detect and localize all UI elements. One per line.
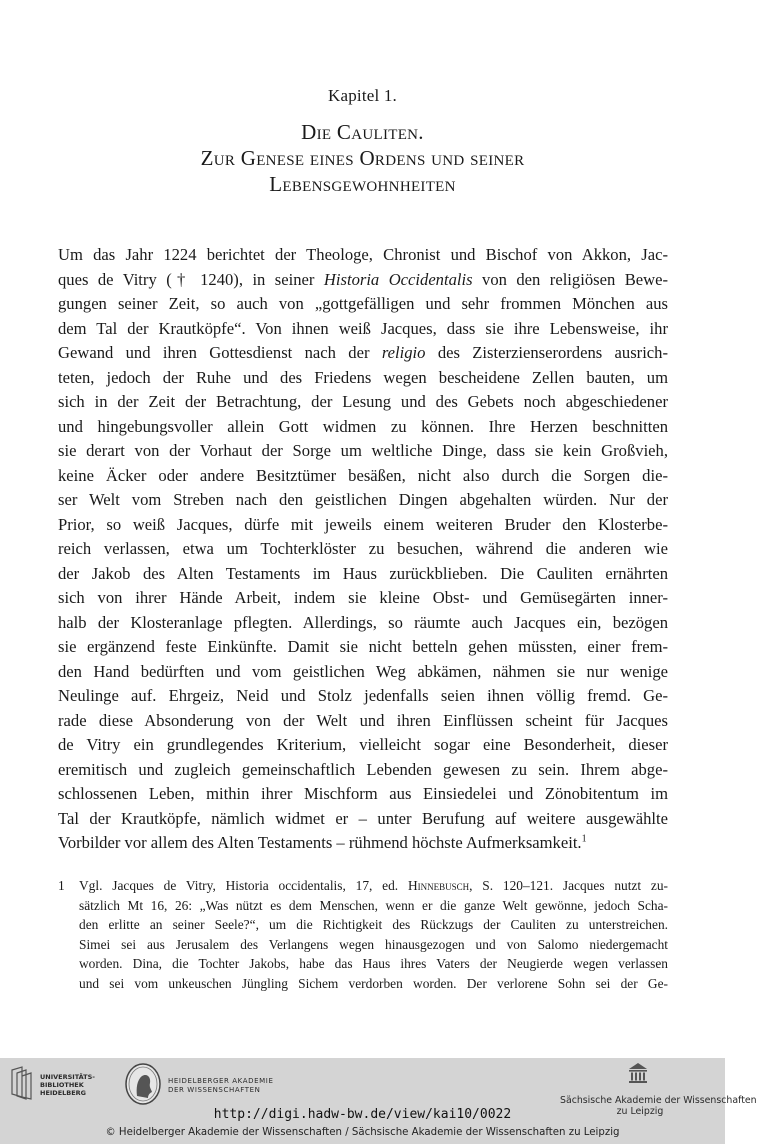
footnote-line: Simei sei aus Jerusalem des Verlangens wegen hinausgezogen und von Salomo niedergemacht: [79, 936, 668, 952]
body-line: schlossenen Leben, mithin ihrer Mischform aus Einsiedelei und Zönobitentum im: [58, 784, 668, 803]
editor-name: Hinnebusch: [407, 878, 470, 893]
body-line: dem Tal der Krautköpfe“. Von ihnen weiß Jacques, dass sie ihre Lebensweise, ihr: [58, 318, 668, 338]
body-line: Um das Jahr 1224 berichtet der Theologe, Chronist und Bischof von Akkon, Jac-: [58, 245, 668, 264]
library-icon: [8, 1066, 36, 1100]
body-line: Neulinge auf. Ehrgeiz, Neid und Stolz jedenfalls seien ihnen völlig fremd. Ge-: [58, 686, 668, 705]
body-line: rade diese Absonderung von der Welt und ihren Einflüssen scheint für Jacques: [58, 710, 668, 730]
footnote-line: und sei vom unkeuschen Jüngling Sichem verdorben worden. Der verlorene Sohn sei der Ge-: [79, 975, 668, 991]
body-line: de Vitry ein grundlegendes Kriterium, vielleicht sogar eine Besonderheit, dieser: [58, 735, 668, 754]
hadw-label: HEIDELBERGER AKADEMIE DER WISSENSCHAFTEN: [168, 1077, 274, 1094]
chapter-title-line: Lebensgewohnheiten: [269, 172, 456, 196]
work-title: Historia Occidentalis: [323, 269, 473, 289]
chapter-title-line: Die Cauliten.: [301, 120, 424, 144]
hadw-logo[interactable]: [124, 1062, 324, 1106]
body-line: teten, jedoch der Ruhe und des Friedens wegen bescheidene Zellen bauten, um: [58, 367, 668, 387]
footnote-line: Vgl. Jacques de Vitry, Historia occidentalis, 17, ed. Hinnebusch, S. 120–121. Jacques nutzt zu-: [79, 878, 668, 893]
latin-term: religio: [381, 343, 426, 362]
medallion-portrait-icon: [124, 1062, 162, 1106]
permalink[interactable]: http://digi.hadw-bw.de/view/kai10/0022: [213, 1107, 512, 1122]
viewer-footer: [0, 1058, 757, 1144]
body-line: sich in der Zeit der Betrachtung, der Lesung und des Gebets noch abgeschiedener: [58, 392, 668, 411]
body-line: sie derart von der Vorhaut der Sorge um weltliche Dinge, dass sie kein Großvieh,: [58, 441, 668, 460]
chapter-title: [0, 119, 725, 197]
chapter-label: Kapitel 1.: [327, 86, 398, 105]
footnote-line: worden. Dina, die Tochter Jakobs, habe das Haus ihres Vaters der Neugierde wegen verlassen: [79, 956, 668, 972]
saw-leipzig-label: Sächsische Akademie der Wissenschaften zu Leipzig: [560, 1095, 757, 1117]
body-line: Vorbilder vor allem des Alten Testaments – rühmend höchste Aufmerksamkeit.$^1$: [58, 833, 587, 852]
body-line: halb der Klosteranlage pflegten. Allerdings, so räumte auch Jacques ein, bezögen: [58, 612, 668, 632]
body-line: reich verlassen, etwa um Tochterklöster zu besuchen, während die anderen wie: [58, 539, 668, 558]
copyright-notice: © Heidelberger Akademie der Wissenschaften / Sächsische Akademie der Wissenschaften zu Leipzig: [105, 1127, 620, 1138]
footnote-line: sätzlich Mt 16, 26: „Was nützt es dem Menschen, wenn er die ganze Welt gewönne, jedoch Scha-: [79, 897, 668, 913]
body-text: [58, 243, 668, 856]
body-line: und hingebungsvoller allein Gott widmen zu können. Ihre Herzen beschnitten: [58, 416, 668, 436]
chapter-title-line: Zur Genese eines Ordens und seiner: [200, 146, 525, 170]
body-line: den Hand bedürften und vom geistlichen Weg abkämen, nähmen sie nur wenige: [58, 661, 668, 681]
ub-heidelberg-label: UNIVERSITÄTS- BIBLIOTHEK HEIDELBERG: [40, 1073, 95, 1097]
body-line: Tal der Krautköpfe, nämlich widmet er – unter Berufung auf weitere ausgewählte: [58, 808, 668, 828]
body-line: der Jakob des Alten Testaments im Haus zurückblieben. Die Cauliten ernährten: [58, 563, 668, 583]
footnote-number: 1: [58, 878, 65, 893]
footnote-text: [79, 876, 668, 994]
footnote-line: den erlitte an seiner Seele?“, um die Richtigkeit des Rückzugs der Cauliten zu unterstreichen.: [79, 917, 668, 933]
body-line: Prior, so weiß Jacques, dürfe mit jeweils einem weiteren Bruder den Klosterbe-: [58, 514, 668, 534]
body-line: eremitisch und zugleich gemeinschaftlich Lebenden gewesen zu sein. Ihrem abge-: [58, 759, 668, 779]
body-line: sie ergänzend feste Einkünfte. Damit sie nicht betteln gehen müssten, einer frem-: [58, 637, 668, 656]
academy-building-icon: [628, 1062, 648, 1084]
body-line: ser Welt vom Streben nach den geistlichen Dingen abgehalten würden. Nur der: [58, 490, 668, 509]
body-line: Gewand und ihren Gottesdienst nach der religio des Zisterzienserordens ausrich-: [58, 343, 668, 362]
body-line: keine Äcker oder andere Besitztümer besäßen, nicht also durch die Sorgen die-: [58, 465, 668, 485]
body-line: sich von ihrer Hände Arbeit, indem sie kleine Obst- und Gemüsegärten inner-: [58, 588, 668, 607]
footnote-reference[interactable]: 1: [581, 833, 587, 845]
body-line: ques de Vitry († 1240), in seiner Historia Occidentalis von den religiösen Bewe-: [58, 269, 669, 289]
body-line: gungen seiner Zeit, so auch von „gottgefälligen und sehr frommen Mönchen aus: [58, 294, 668, 313]
ub-heidelberg-logo[interactable]: [8, 1066, 118, 1102]
